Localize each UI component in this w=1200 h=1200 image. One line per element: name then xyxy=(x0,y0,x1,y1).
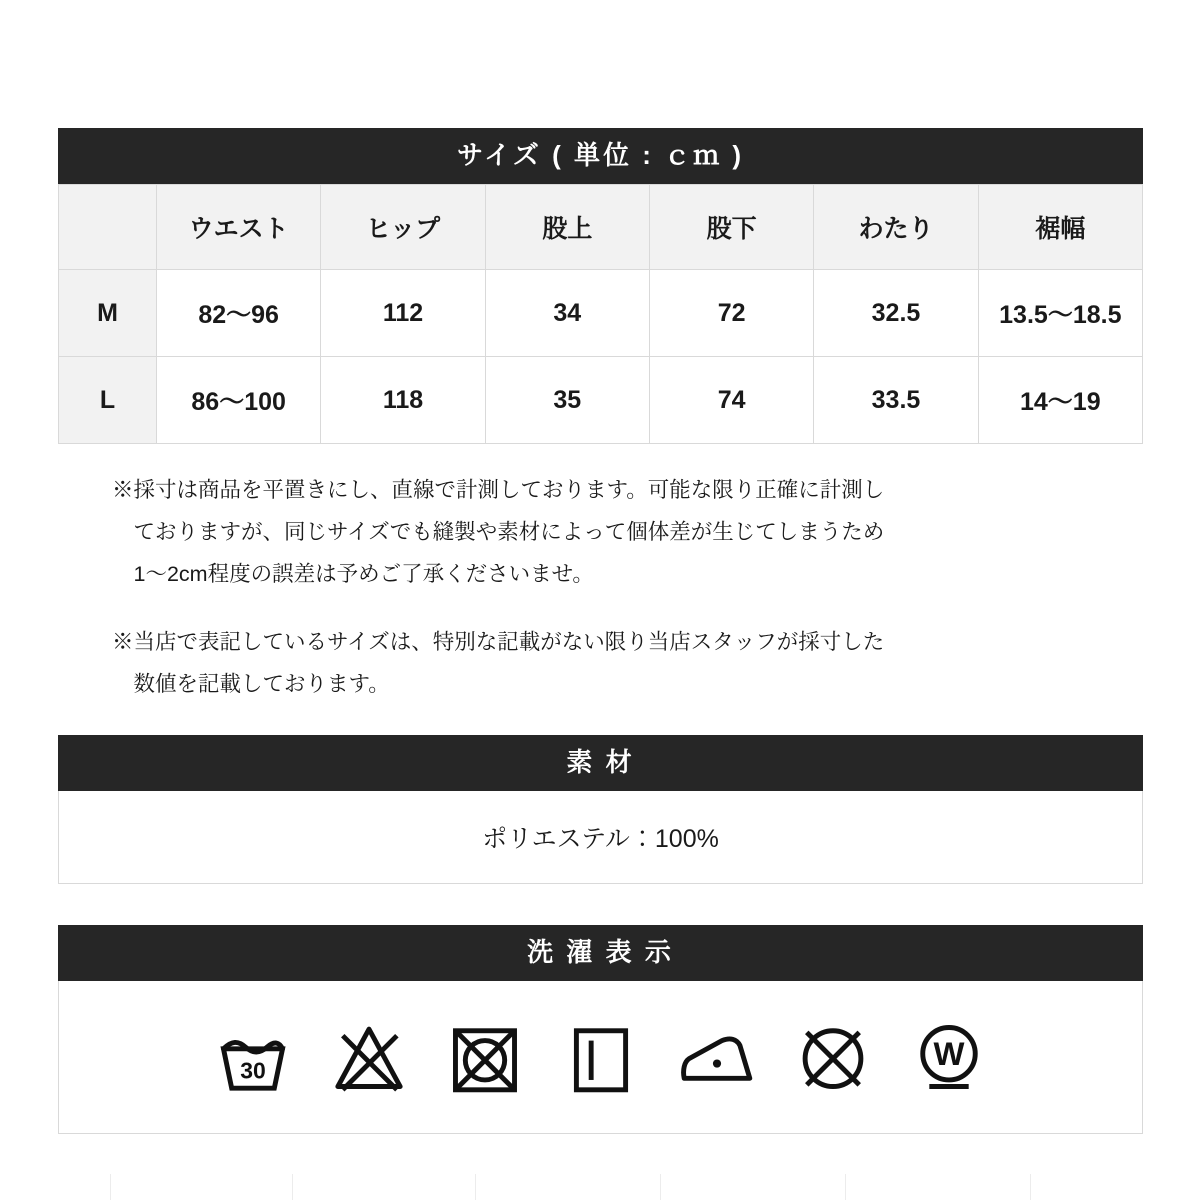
size-table-col-hip: ヒップ xyxy=(321,185,485,270)
size-m-rise: 34 xyxy=(485,270,649,357)
size-l-hem: 14〜19 xyxy=(978,357,1142,444)
size-table-col-waist: ウエスト xyxy=(157,185,321,270)
machine-wash-30-icon xyxy=(212,1016,294,1098)
drip-dry-hang-icon xyxy=(560,1016,642,1098)
size-m-waist: 82〜96 xyxy=(157,270,321,357)
size-m-hem: 13.5〜18.5 xyxy=(978,270,1142,357)
size-table-corner-cell xyxy=(59,185,157,270)
size-table-header-row xyxy=(59,185,1143,270)
care-symbols-row xyxy=(58,981,1143,1134)
size-l-inseam: 74 xyxy=(649,357,813,444)
size-m-inseam: 72 xyxy=(649,270,813,357)
page-edge-mark xyxy=(110,1174,111,1200)
size-row-label-l: L xyxy=(59,357,157,444)
page-edge-mark xyxy=(660,1174,661,1200)
note-2-line-2: 数値を記載しております。 xyxy=(133,671,390,696)
svg-text:W: W xyxy=(933,1035,964,1073)
care-section-title: 洗 濯 表 示 xyxy=(58,925,1143,981)
note-1-line-1: ※採寸は商品を平置きにし、直線で計測しております。可能な限り正確に計測し xyxy=(112,478,885,502)
size-l-waist: 86〜100 xyxy=(157,357,321,444)
size-table-col-rise: 股上 xyxy=(485,185,649,270)
iron-low-icon xyxy=(676,1016,758,1098)
page-edge-mark xyxy=(1030,1174,1031,1200)
no-dry-clean-icon xyxy=(792,1016,874,1098)
page-edge-mark xyxy=(292,1174,293,1200)
table-row xyxy=(59,270,1143,357)
note-staff-measured xyxy=(112,622,1032,706)
note-1-line-2: ておりますが、同じサイズでも縫製や素材によって個体差が生じてしまうため xyxy=(133,519,885,544)
size-section xyxy=(58,128,1143,444)
size-table-col-inseam: 股下 xyxy=(649,185,813,270)
size-table xyxy=(58,184,1143,444)
measurement-notes xyxy=(112,470,1032,732)
no-bleach-icon xyxy=(328,1016,410,1098)
size-m-thigh: 32.5 xyxy=(814,270,978,357)
wet-clean-icon xyxy=(908,1016,990,1098)
note-measurement xyxy=(112,470,1032,596)
svg-text:30: 30 xyxy=(239,1057,266,1084)
size-table-col-hem: 裾幅 xyxy=(978,185,1142,270)
size-row-label-m: M xyxy=(59,270,157,357)
size-m-hip: 112 xyxy=(321,270,485,357)
material-section-title: 素 材 xyxy=(58,735,1143,791)
page-edge-mark xyxy=(475,1174,476,1200)
material-value: ポリエステル：100% xyxy=(482,825,719,854)
note-1-line-3: 1〜2cm程度の誤差は予めご了承くださいませ。 xyxy=(133,561,594,586)
size-section-title: サイズ ( 単位 : ｃｍ ) xyxy=(58,128,1143,184)
page-edge-mark xyxy=(845,1174,846,1200)
material-body xyxy=(58,791,1143,884)
table-row xyxy=(59,357,1143,444)
note-2-line-1: ※当店で表記しているサイズは、特別な記載がない限り当店スタッフが採寸した xyxy=(112,629,885,654)
no-tumble-dry-icon xyxy=(444,1016,526,1098)
size-l-rise: 35 xyxy=(485,357,649,444)
size-table-col-thigh: わたり xyxy=(814,185,978,270)
care-section xyxy=(58,925,1143,1134)
size-l-thigh: 33.5 xyxy=(814,357,978,444)
size-l-hip: 118 xyxy=(321,357,485,444)
material-section xyxy=(58,735,1143,884)
